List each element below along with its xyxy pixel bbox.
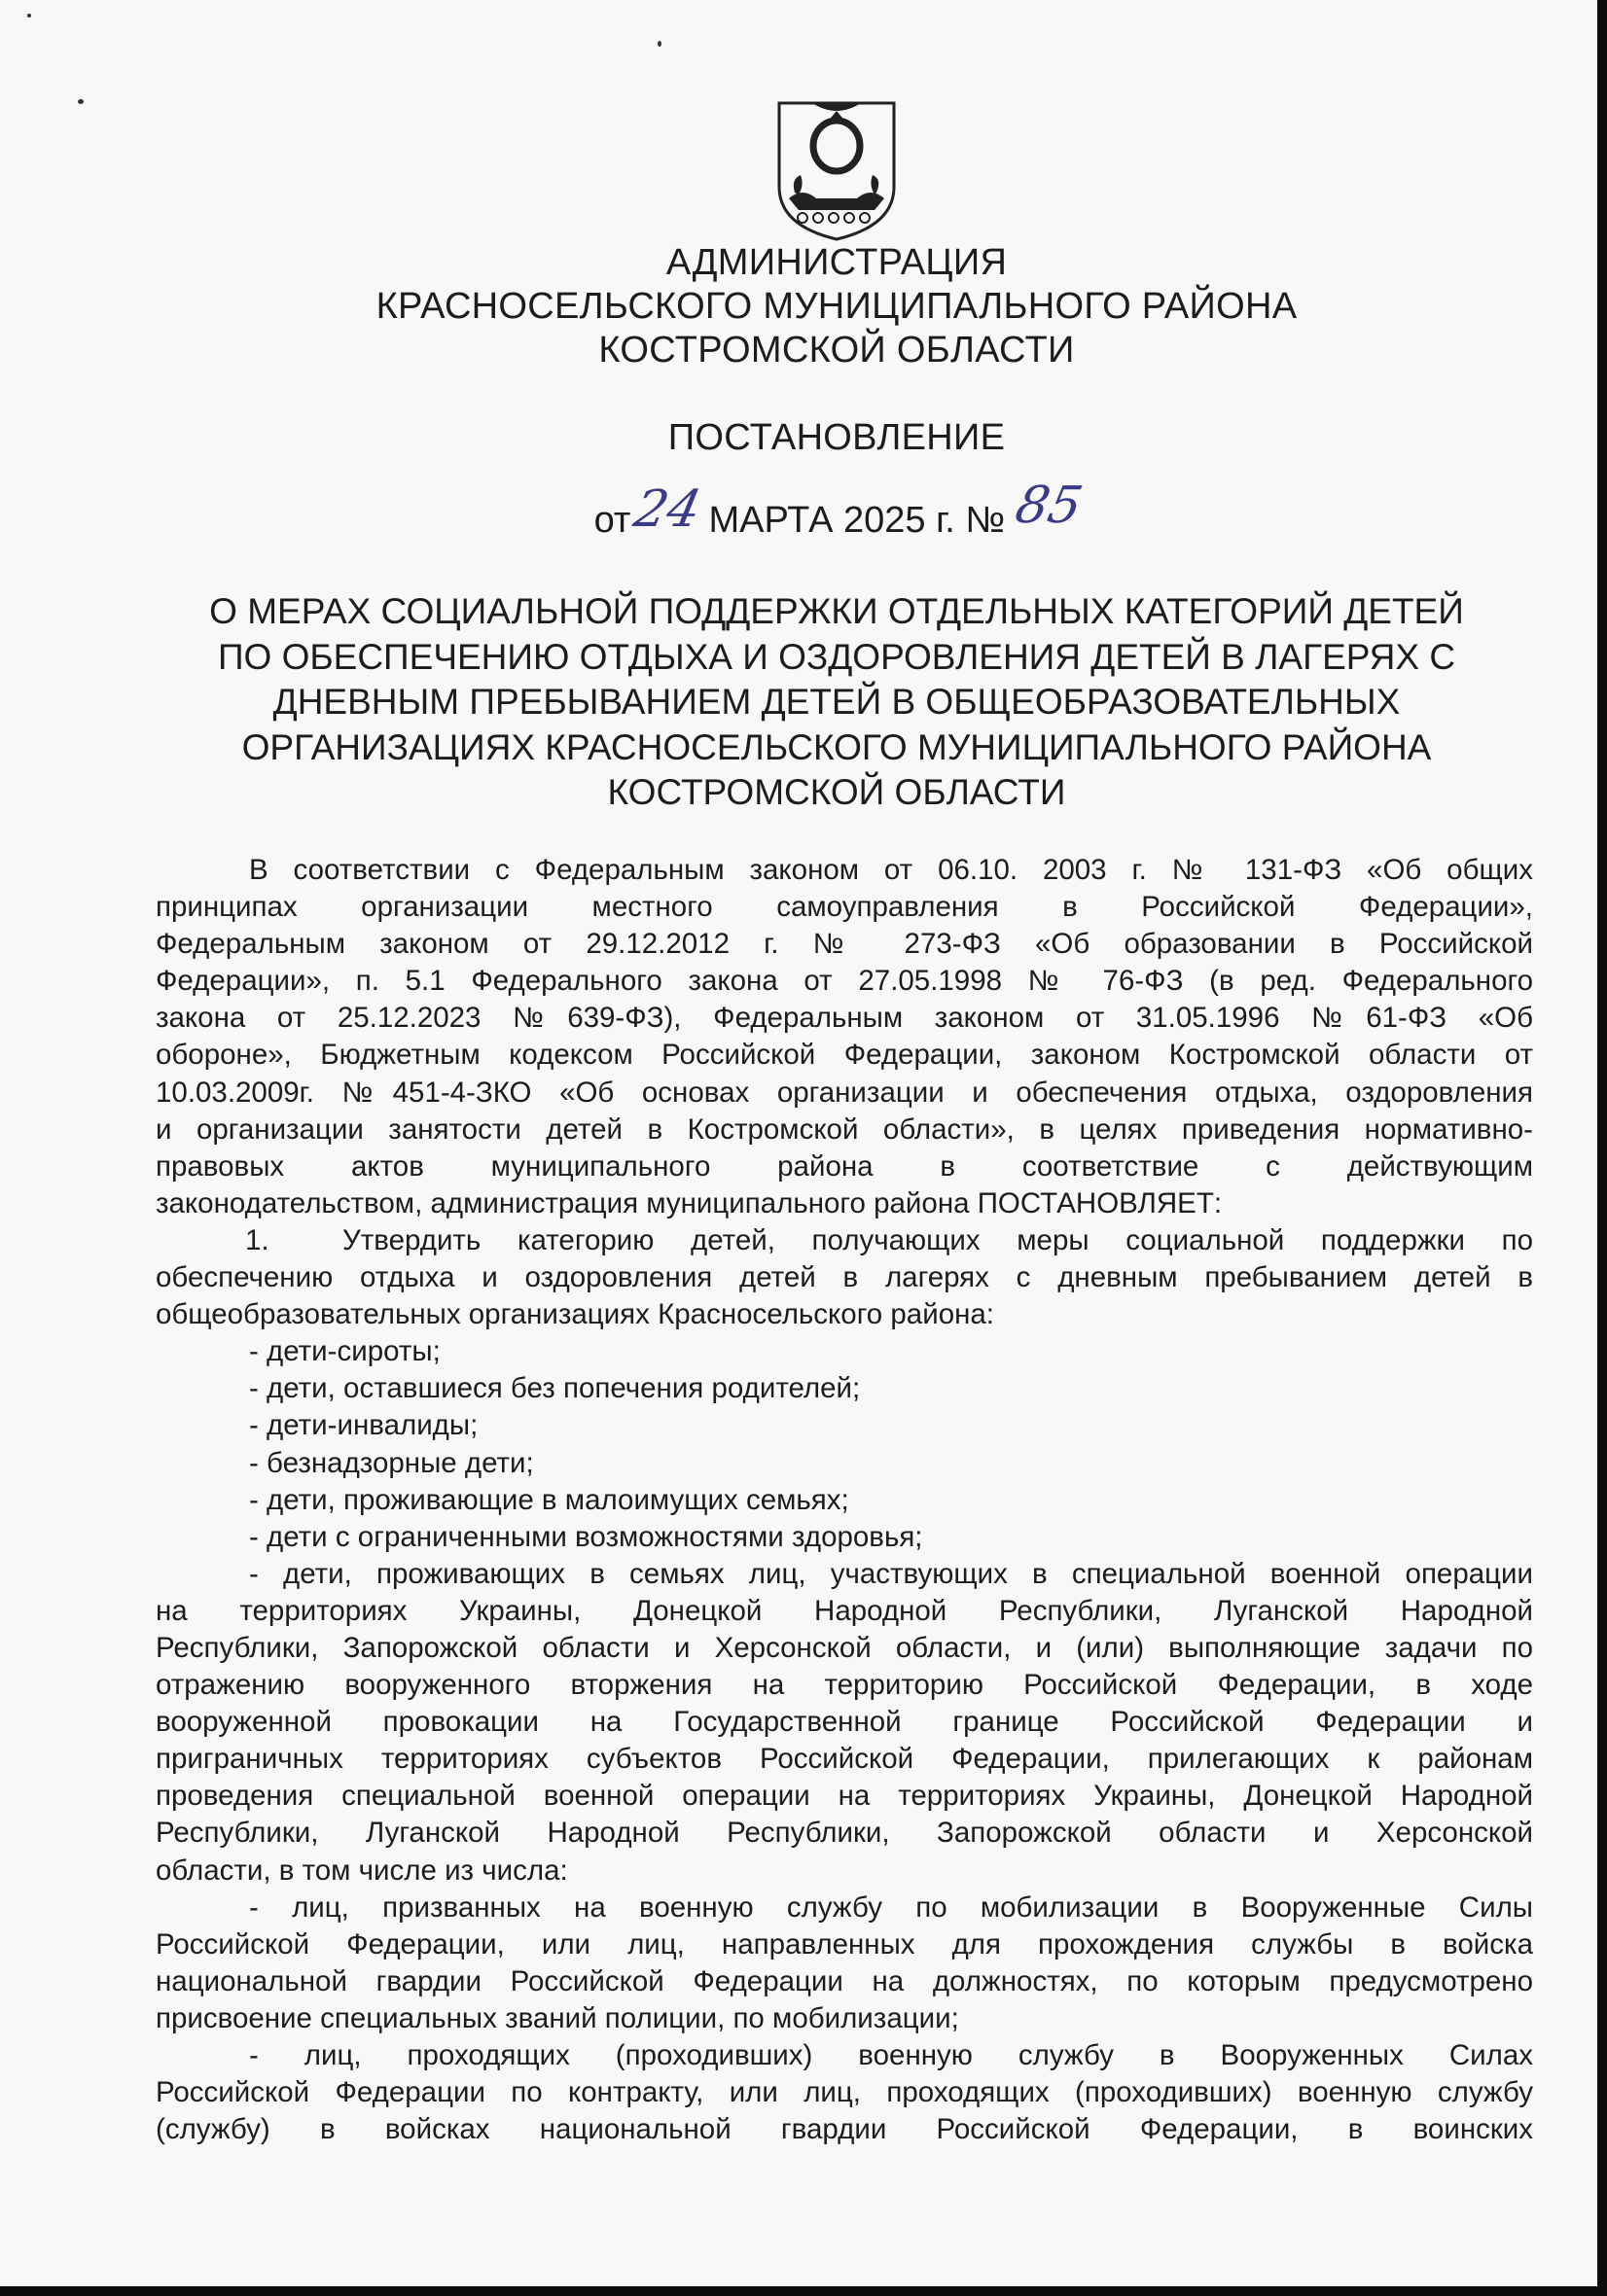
handwritten-day: 24 (629, 480, 707, 539)
text-line: проведения специальной военной операции на территориях Украины, Донецкой Народной (156, 1780, 1533, 1813)
title-line: КОСТРОМСКОЙ ОБЛАСТИ (607, 772, 1066, 812)
document-title (146, 589, 1527, 816)
title-line: ДНЕВНЫМ ПРЕБЫВАНИЕМ ДЕТЕЙ В ОБЩЕОБРАЗОВАТЕЛЬНЫХ (272, 682, 1401, 722)
text-line: области, в том числе из числа: (156, 1854, 568, 1887)
text-line: и организации занятости детей в Костромской области», в целях приведения нормативно- (156, 1113, 1533, 1146)
document-body (156, 852, 1533, 2148)
text-line (156, 1222, 1533, 1259)
document-type: ПОСТАНОВЛЕНИЕ (667, 417, 1006, 458)
issuer-block (156, 241, 1518, 372)
title-line: ПО ОБЕСПЕЧЕНИЮ ОТДЫХА И ОЗДОРОВЛЕНИЯ ДЕТЕЙ В ЛАГЕРЯХ С (217, 636, 1456, 677)
text-line: Российской Федерации, или лиц, направленных для прохождения службы в войска (156, 1927, 1533, 1960)
scan-speck (78, 99, 84, 104)
issuer-line: АДМИНИСТРАЦИЯ (665, 242, 1008, 283)
list-item: - дети-сироты; (249, 1335, 441, 1368)
text-line: 10.03.2009г. №451-4-ЗКО «Об основах организации и обеспечения отдыха, оздоровления (156, 1076, 1533, 1109)
category-list (156, 1333, 1533, 1556)
list-item: - дети, проживающие в малоимущих семьях; (249, 1483, 849, 1516)
item-text: Утвердить категорию детей, получающих меры социальной поддержки по (342, 1223, 1533, 1256)
text-line: приграничных территориях субъектов Российской Федерации, прилегающих к районам (156, 1743, 1533, 1776)
text-line: обороне», Бюджетным кодексом Российской Федерации, законом Костромской области от (156, 1039, 1533, 1072)
text-line: вооруженной провокации на Государственной границе Российской Федерации и (156, 1706, 1533, 1739)
text-line: Федеральным законом от 29.12.2012 г. № 273-ФЗ «Об образовании в Российской (156, 928, 1533, 961)
svo-category (156, 1556, 1533, 1890)
list-item: - дети, оставшиеся без попечения родителей; (249, 1372, 861, 1405)
scan-speck (27, 14, 31, 18)
sub-category-contract (156, 2037, 1533, 2148)
title-line: О МЕРАХ СОЦИАЛЬНОЙ ПОДДЕРЖКИ ОТДЕЛЬНЫХ КАТЕГОРИЙ ДЕТЕЙ (209, 591, 1464, 631)
text-line: - дети, проживающих в семьях лиц, участвующих в специальной военной операции (249, 1557, 1533, 1590)
preamble (156, 852, 1533, 1222)
text-line: общеобразовательных организациях Красносельского района: (156, 1298, 994, 1331)
text-line: национальной гвардии Российской Федерации на должностях, по которым предусмотрено (156, 1964, 1533, 1997)
text-line: законодательством, администрация муниципального района ПОСТАНОВЛЯЕТ: (156, 1186, 1223, 1219)
text-line: В соответствии с Федеральным законом от 06.10. 2003 г. № 131-ФЗ «Об общих (249, 854, 1533, 886)
scan-border-right (1597, 0, 1607, 2296)
text-line: обеспечению отдыха и оздоровления детей в лагерях с дневным пребыванием детей в (156, 1261, 1533, 1294)
text-line: Российской Федерации по контракту, или лиц, проходящих (проходивших) военную службу (156, 2076, 1533, 2109)
scan-border-bottom (0, 2286, 1607, 2296)
coat-of-arms-icon (773, 97, 900, 243)
handwritten-number: 85 (1010, 477, 1088, 535)
date-number-line (156, 477, 1518, 545)
list-item: - дети с ограниченными возможностями здоровья; (249, 1520, 923, 1553)
date-prefix: от (593, 500, 631, 541)
text-line: присвоение специальных званий полиции, по мобилизации; (156, 2001, 959, 2034)
text-line: отражению вооруженного вторжения на территорию Российской Федерации, в ходе (156, 1669, 1533, 1702)
item-1 (156, 1222, 1533, 1333)
text-line: правовых актов муниципального района в соответствие с действующим (156, 1149, 1533, 1183)
text-line: принципах организации местного самоуправления в Российской Федерации», (156, 891, 1533, 924)
title-line: ОРГАНИЗАЦИЯХ КРАСНОСЕЛЬСКОГО МУНИЦИПАЛЬНОГО РАЙОНА (241, 726, 1432, 767)
date-month-year: МАРТА 2025 г. № (708, 500, 1006, 541)
issuer-line: КОСТРОМСКОЙ ОБЛАСТИ (598, 330, 1075, 371)
sub-category-mobilized (156, 1890, 1533, 2037)
text-line: Республики, Запорожской области и Херсонской области, и (или) выполняющие задачи по (156, 1631, 1533, 1664)
document-type-block (156, 416, 1518, 460)
text-line: - лиц, призванных на военную службу по мобилизации в Вооруженные Силы (249, 1890, 1533, 1924)
text-line: - лиц, проходящих (проходивших) военную службу в Вооруженных Силах (249, 2039, 1533, 2071)
list-item: - безнадзорные дети; (249, 1446, 534, 1479)
text-line: на территориях Украины, Донецкой Народной Республики, Луганской Народной (156, 1594, 1533, 1627)
text-line: (службу) в войсках национальной гвардии Российской Федерации, в воинских (156, 2113, 1533, 2146)
list-item: - дети-инвалиды; (249, 1409, 479, 1442)
text-line: закона от 25.12.2023 №639-ФЗ), Федеральным законом от 31.05.1996 №61-ФЗ «Об (156, 1002, 1533, 1035)
scan-speck (658, 41, 661, 47)
issuer-line: КРАСНОСЕЛЬСКОГО МУНИЦИПАЛЬНОГО РАЙОНА (375, 286, 1298, 327)
item-number: 1. (245, 1223, 269, 1256)
text-line: Республики, Луганской Народной Республики, Запорожской области и Херсонской (156, 1817, 1533, 1850)
text-line: Федерации», п. 5.1 Федерального закона от 27.05.1998 № 76-ФЗ (в ред. Федерального (156, 965, 1533, 998)
